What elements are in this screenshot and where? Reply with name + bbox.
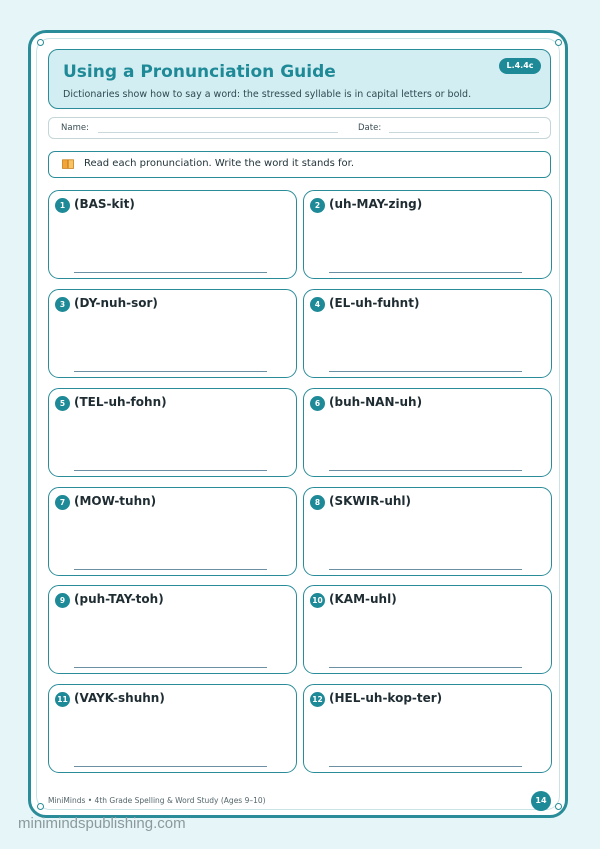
exercise-card: [303, 190, 552, 279]
pronunciation: (puh-TAY-toh): [74, 592, 164, 606]
pronunciation: (BAS-kit): [74, 197, 135, 211]
pronunciation: (VAYK-shuhn): [74, 691, 165, 705]
item-number: 12: [310, 692, 325, 707]
item-number: 5: [55, 396, 70, 411]
item-number: 11: [55, 692, 70, 707]
exercise-card: [48, 289, 297, 378]
answer-line[interactable]: [74, 569, 267, 570]
name-field[interactable]: [98, 132, 338, 133]
book-icon: [62, 159, 74, 169]
exercise-card: [48, 585, 297, 674]
pronunciation: (MOW-tuhn): [74, 494, 157, 508]
answer-line[interactable]: [329, 371, 522, 372]
corner-dot: [555, 803, 562, 810]
name-label: Name:: [61, 123, 89, 133]
answer-line[interactable]: [74, 272, 267, 273]
footer-text: MiniMinds • 4th Grade Spelling & Word Study (Ages 9–10): [48, 796, 266, 805]
name-date-row: [48, 117, 551, 139]
corner-dot: [37, 803, 44, 810]
exercise-card: [303, 684, 552, 773]
answer-line[interactable]: [329, 470, 522, 471]
item-number: 6: [310, 396, 325, 411]
corner-dot: [555, 39, 562, 46]
pronunciation: (buh-NAN-uh): [329, 395, 423, 409]
answer-line[interactable]: [329, 766, 522, 767]
exercise-card: [303, 585, 552, 674]
answer-line[interactable]: [74, 667, 267, 668]
pronunciation: (KAM-uhl): [329, 592, 397, 606]
page-subtitle: Dictionaries show how to say a word: the stressed syllable is in capital letters or bold.: [63, 89, 472, 100]
item-number: 1: [55, 198, 70, 213]
exercise-card: [48, 190, 297, 279]
item-number: 2: [310, 198, 325, 213]
pronunciation: (EL-uh-fuhnt): [329, 296, 420, 310]
page-title: Using a Pronunciation Guide: [63, 62, 336, 82]
answer-line[interactable]: [329, 667, 522, 668]
answer-line[interactable]: [329, 272, 522, 273]
watermark: minimindspublishing.com: [18, 815, 186, 832]
exercise-card: [48, 487, 297, 576]
item-number: 8: [310, 495, 325, 510]
exercise-card: [303, 289, 552, 378]
corner-dot: [37, 39, 44, 46]
item-number: 4: [310, 297, 325, 312]
exercise-card: [303, 388, 552, 477]
answer-line[interactable]: [74, 371, 267, 372]
item-number: 7: [55, 495, 70, 510]
pronunciation: (SKWIR-uhl): [329, 494, 412, 508]
standard-badge: L.4.4c: [499, 58, 541, 74]
date-field[interactable]: [389, 132, 539, 133]
date-label: Date:: [358, 123, 382, 133]
item-number: 3: [55, 297, 70, 312]
item-number: 9: [55, 593, 70, 608]
exercise-card: [303, 487, 552, 576]
answer-line[interactable]: [74, 766, 267, 767]
exercise-card: [48, 684, 297, 773]
pronunciation: (DY-nuh-sor): [74, 296, 158, 310]
pronunciation: (TEL-uh-fohn): [74, 395, 167, 409]
pronunciation: (uh-MAY-zing): [329, 197, 423, 211]
item-number: 10: [310, 593, 325, 608]
answer-line[interactable]: [74, 470, 267, 471]
pronunciation: (HEL-uh-kop-ter): [329, 691, 443, 705]
exercise-card: [48, 388, 297, 477]
instructions-text: Read each pronunciation. Write the word it stands for.: [84, 158, 355, 169]
page-number: 14: [531, 791, 551, 811]
answer-line[interactable]: [329, 569, 522, 570]
